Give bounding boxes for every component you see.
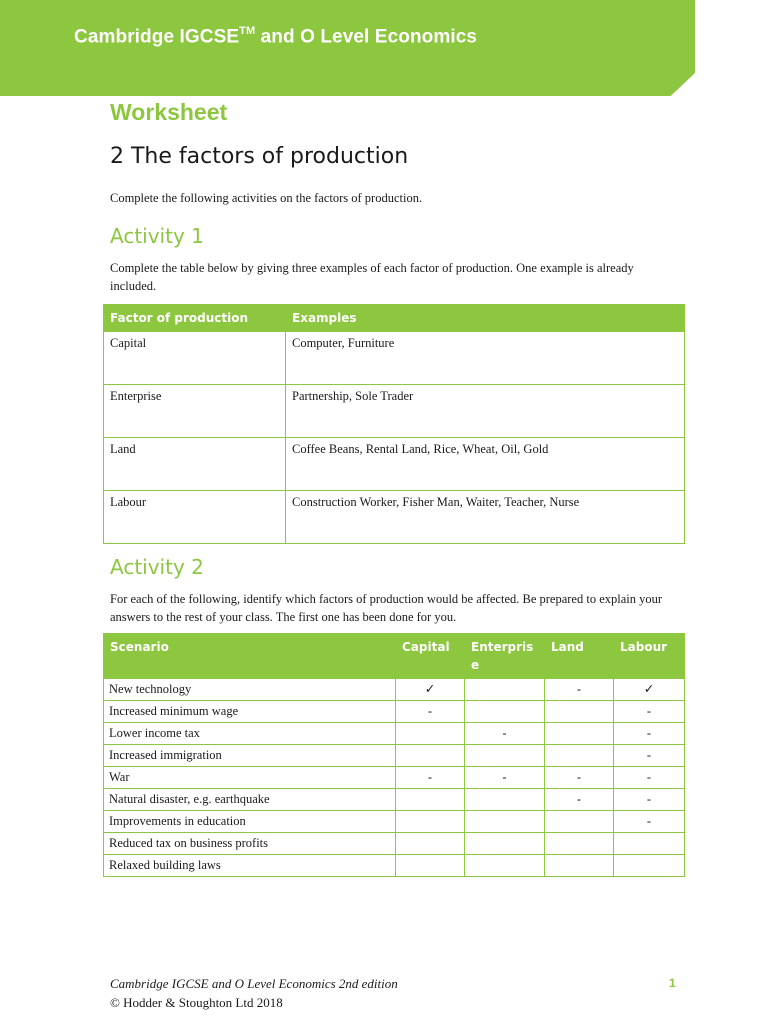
capital-cell: - <box>396 767 465 789</box>
table-row <box>104 811 685 833</box>
land-cell <box>545 855 614 877</box>
column-header: Enterpris e <box>465 634 545 679</box>
factor-cell: Labour <box>104 491 286 544</box>
factor-cell: Land <box>104 438 286 491</box>
worksheet-label: Worksheet <box>110 99 228 125</box>
column-header: Scenario <box>104 634 396 679</box>
scenario-cell: War <box>104 767 396 789</box>
scenarios-table <box>103 633 685 877</box>
capital-cell <box>396 833 465 855</box>
activity-1-instructions: Complete the table below by giving three examples of each factor of production. One example is already included. <box>110 261 634 293</box>
capital-cell <box>396 789 465 811</box>
activity-1-heading: Activity 1 <box>110 224 204 248</box>
table-row <box>104 767 685 789</box>
scenario-cell: Natural disaster, e.g. earthquake <box>104 789 396 811</box>
capital-cell: - <box>396 701 465 723</box>
capital-cell: ✓ <box>396 679 465 701</box>
capital-cell <box>396 745 465 767</box>
labour-cell: - <box>614 745 685 767</box>
enterprise-cell <box>465 833 545 855</box>
table-row <box>104 701 685 723</box>
examples-cell: Computer, Furniture <box>286 332 685 385</box>
table-row <box>104 385 685 438</box>
labour-cell: - <box>614 789 685 811</box>
table-row <box>104 833 685 855</box>
scenario-cell: Relaxed building laws <box>104 855 396 877</box>
column-header: Labour <box>614 634 685 679</box>
land-cell: - <box>545 767 614 789</box>
footer-copyright: © Hodder & Stoughton Ltd 2018 <box>110 995 283 1010</box>
land-cell <box>545 833 614 855</box>
enterprise-cell <box>465 701 545 723</box>
table-row <box>104 855 685 877</box>
capital-cell <box>396 723 465 745</box>
enterprise-cell <box>465 811 545 833</box>
intro-text: Complete the following activities on the factors of production. <box>110 191 423 205</box>
table-row <box>104 438 685 491</box>
examples-cell: Partnership, Sole Trader <box>286 385 685 438</box>
labour-cell: - <box>614 767 685 789</box>
page-title: 2 The factors of production <box>110 144 409 169</box>
factor-cell: Capital <box>104 332 286 385</box>
activity-2-instructions: For each of the following, identify which factors of production would be affected. Be prepared to explain your answers to the rest of your class. The first one has been done for you. <box>110 592 663 624</box>
examples-cell: Construction Worker, Fisher Man, Waiter, Teacher, Nurse <box>286 491 685 544</box>
column-header: Factor of production <box>104 305 286 332</box>
examples-cell: Coffee Beans, Rental Land, Rice, Wheat, Oil, Gold <box>286 438 685 491</box>
table-row <box>104 332 685 385</box>
footer-edition: Cambridge IGCSE and O Level Economics 2nd edition <box>110 976 398 991</box>
scenario-cell: Improvements in education <box>104 811 396 833</box>
trademark-mark: TM <box>239 25 256 37</box>
capital-cell <box>396 811 465 833</box>
footer <box>110 974 398 1012</box>
scenario-cell: Reduced tax on business profits <box>104 833 396 855</box>
page-number: 1 <box>669 976 676 990</box>
table-row <box>104 745 685 767</box>
column-header: Land <box>545 634 614 679</box>
enterprise-cell <box>465 789 545 811</box>
land-cell: - <box>545 789 614 811</box>
column-header: Examples <box>286 305 685 332</box>
table-header-row <box>104 634 685 679</box>
enterprise-cell <box>465 679 545 701</box>
scenario-cell: New technology <box>104 679 396 701</box>
enterprise-cell <box>465 745 545 767</box>
land-cell <box>545 811 614 833</box>
enterprise-cell <box>465 855 545 877</box>
land-cell: - <box>545 679 614 701</box>
activity-2-heading: Activity 2 <box>110 555 204 579</box>
land-cell <box>545 723 614 745</box>
scenario-cell: Lower income tax <box>104 723 396 745</box>
table-row <box>104 789 685 811</box>
labour-cell: - <box>614 723 685 745</box>
labour-cell: ✓ <box>614 679 685 701</box>
land-cell <box>545 701 614 723</box>
labour-cell: - <box>614 811 685 833</box>
labour-cell: - <box>614 701 685 723</box>
scenario-cell: Increased immigration <box>104 745 396 767</box>
table-row <box>104 679 685 701</box>
enterprise-cell: - <box>465 767 545 789</box>
factor-cell: Enterprise <box>104 385 286 438</box>
land-cell <box>545 745 614 767</box>
table-header-row <box>104 305 685 332</box>
enterprise-cell: - <box>465 723 545 745</box>
scenario-cell: Increased minimum wage <box>104 701 396 723</box>
header-title: Cambridge IGCSE™ and O Level Economics <box>74 25 478 48</box>
table-row <box>104 491 685 544</box>
labour-cell <box>614 855 685 877</box>
factors-table <box>103 304 685 544</box>
table-row <box>104 723 685 745</box>
column-header: Capital <box>396 634 465 679</box>
labour-cell <box>614 833 685 855</box>
capital-cell <box>396 855 465 877</box>
